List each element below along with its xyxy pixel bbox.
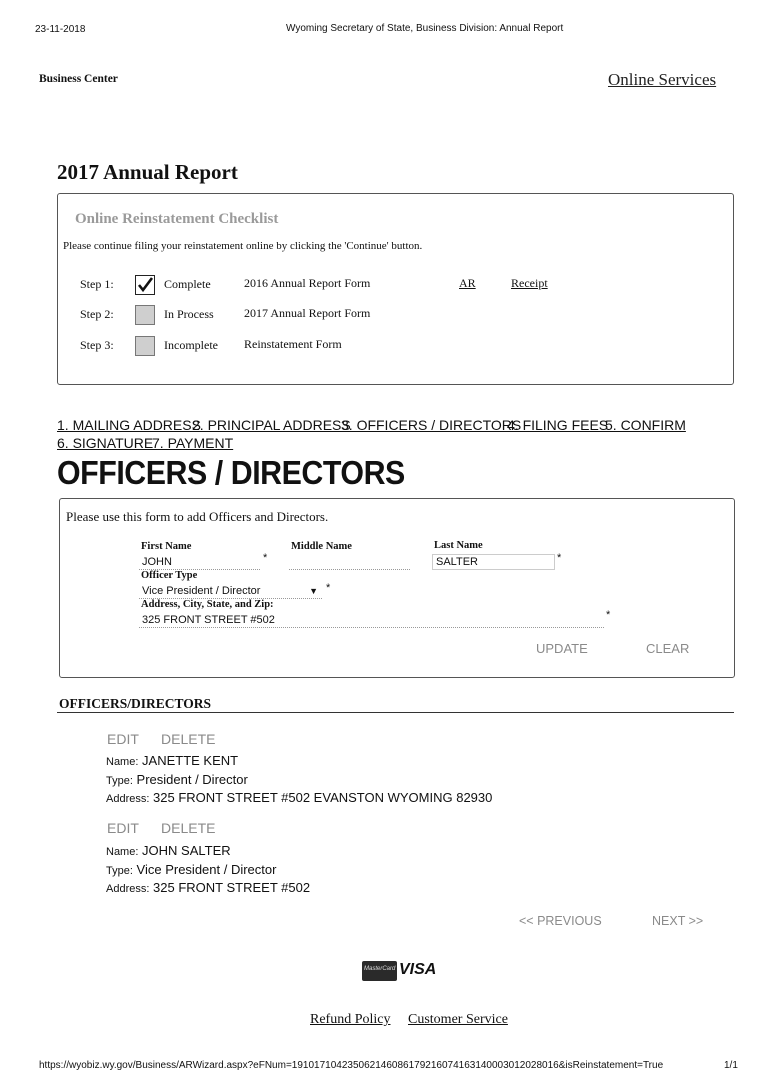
last-name-label: Last Name [434,540,483,551]
record-1-type-value: President / Director [136,772,248,787]
last-name-input[interactable]: SALTER [432,554,555,570]
address-prefix: Address: [106,793,150,805]
ar-link[interactable]: AR [459,276,476,290]
nav-payment[interactable]: 7. PAYMENT [152,435,234,451]
middle-name-label: Middle Name [291,541,352,552]
first-name-label: First Name [141,541,192,552]
step-2-form: 2017 Annual Report Form [244,306,371,320]
edit-button[interactable]: EDIT [107,731,139,747]
required-mark: * [263,552,268,564]
officer-type-label: Officer Type [141,570,198,581]
address-label: Address, City, State, and Zip: [141,599,274,610]
customer-service-link[interactable]: Customer Service [408,1012,508,1027]
check-icon [135,275,155,295]
print-url: https://wyobiz.wy.gov/Business/ARWizard.aspx?eFNum=191017104235062146086179216074163140003012028016&isReinstatement=True [39,1060,664,1071]
print-title: Wyoming Secretary of State, Business Division: Annual Report [286,23,564,34]
form-intro: Please use this form to add Officers and Directors. [66,509,329,524]
nav-confirm[interactable]: 5. CONFIRM [605,417,686,433]
address-input[interactable]: 325 FRONT STREET #502 [139,613,604,628]
record-2-address [106,880,310,895]
page-title: 2017 Annual Report [57,160,238,184]
delete-button[interactable]: DELETE [161,820,216,836]
section-title: OFFICERS / DIRECTORS [57,454,405,491]
record-1-name [106,753,238,768]
record-1-address [106,790,492,805]
mastercard-icon: MasterCard [362,961,397,981]
type-prefix: Type: [106,865,133,877]
officer-type-select[interactable] [139,584,322,599]
print-date: 23-11-2018 [35,24,86,35]
required-mark: * [326,582,331,594]
dropdown-arrow-icon: ▼ [309,586,318,596]
in-process-icon [135,305,155,325]
record-2-type-value: Vice President / Director [136,862,277,877]
next-button[interactable]: NEXT >> [652,914,704,928]
nav-filing-fees[interactable]: 4. FILING FEES [507,417,609,433]
record-1-type [106,772,248,787]
online-services-link[interactable]: Online Services [608,70,717,89]
type-prefix: Type: [106,775,133,787]
nav-officers-directors[interactable]: 3. OFFICERS / DIRECTORS [341,417,522,433]
name-prefix: Name: [106,756,139,768]
step-3-form: Reinstatement Form [244,337,342,351]
visa-icon: VISA [399,961,437,978]
officers-list-heading: OFFICERS/DIRECTORS [59,696,212,711]
record-1-name-value: JANETTE KENT [142,753,239,768]
record-2-type [106,862,276,877]
step-1-label: Step 1: [80,277,114,291]
step-2-label: Step 2: [80,307,114,321]
record-2-address-value: 325 FRONT STREET #502 [153,880,311,895]
record-1-address-value: 325 FRONT STREET #502 EVANSTON WYOMING 82930 [153,790,493,805]
step-3-label: Step 3: [80,338,114,352]
required-mark: * [557,552,562,564]
incomplete-icon [135,336,155,356]
officer-form [59,498,735,678]
update-button[interactable]: UPDATE [536,641,588,656]
required-mark: * [606,609,611,621]
previous-button[interactable]: << PREVIOUS [519,914,602,928]
refund-policy-link[interactable]: Refund Policy [310,1012,391,1027]
delete-button[interactable]: DELETE [161,731,216,747]
first-name-input[interactable]: JOHN [139,555,260,570]
middle-name-input[interactable] [289,555,410,570]
print-page-number: 1/1 [724,1060,738,1071]
step-1-status: Complete [164,277,211,291]
nav-mailing-address[interactable]: 1. MAILING ADDRESS [57,417,201,433]
reinstatement-checklist [57,193,734,385]
nav-principal-address[interactable]: 2. PRINCIPAL ADDRESS [192,417,351,433]
step-3-status: Incomplete [164,338,218,352]
edit-button[interactable]: EDIT [107,820,139,836]
nav-signature[interactable]: 6. SIGNATURE [57,435,154,451]
divider [57,712,734,713]
record-2-name [106,843,231,858]
record-2-name-value: JOHN SALTER [142,843,231,858]
receipt-link[interactable]: Receipt [511,276,548,290]
address-prefix: Address: [106,883,150,895]
checklist-heading: Online Reinstatement Checklist [75,211,279,227]
name-prefix: Name: [106,846,139,858]
checklist-instruction: Please continue filing your reinstatement online by clicking the 'Continue' button. [63,240,423,252]
business-center-label: Business Center [39,73,118,85]
officer-type-value: Vice President / Director [142,585,261,597]
step-2-status: In Process [164,307,214,321]
clear-button[interactable]: CLEAR [646,641,690,656]
step-1-form: 2016 Annual Report Form [244,276,371,290]
